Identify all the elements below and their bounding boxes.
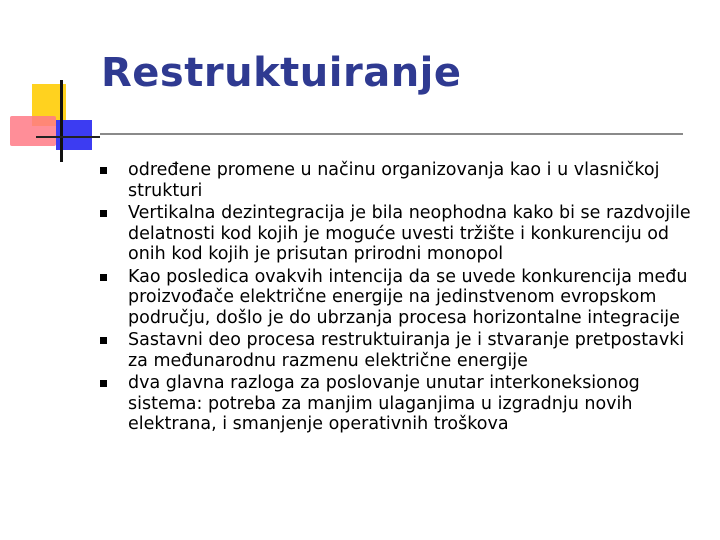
title-underline	[100, 133, 683, 135]
bullet-item	[100, 373, 700, 435]
horizontal-line	[36, 136, 100, 138]
bullet-item	[100, 203, 700, 265]
bullet-item	[100, 160, 700, 201]
bullet-item	[100, 330, 700, 371]
square-bullet-icon	[100, 380, 107, 387]
red-square	[10, 116, 56, 146]
vertical-line	[60, 80, 63, 162]
bullet-text: određene promene u načinu organizovanja kao i u vlasničkoj strukturi	[128, 160, 660, 201]
bullet-text: Vertikalna dezintegracija je bila neophodna kako bi se razdvojile delatnosti kod kojih je moguće uvesti tržište i konkurenciju od onih kod kojih je prisutan prirodni monopol	[128, 203, 691, 264]
bullet-text: dva glavna razloga za poslovanje unutar interkoneksionog sistema: potreba za manjim ulaganjima u izgradnju novih elektrana, i smanjenje operativnih troškova	[128, 373, 640, 434]
bullet-list	[100, 160, 700, 437]
square-bullet-icon	[100, 210, 107, 217]
square-bullet-icon	[100, 274, 107, 281]
slide-title: Restruktuiranje	[101, 50, 462, 96]
square-bullet-icon	[100, 337, 107, 344]
bullet-text: Kao posledica ovakvih intencija da se uvede konkurencija među proizvođače električne energije na jedinstvenom evropskom području, došlo je do ubrzanja procesa horizontalne integracije	[128, 266, 688, 328]
decorative-logo	[0, 0, 100, 170]
bullet-text: Sastavni deo procesa restruktuiranja je i stvaranje pretpostavki za međunarodnu razmenu električne energije	[128, 330, 685, 371]
bullet-item	[100, 267, 700, 329]
square-bullet-icon	[100, 167, 107, 174]
